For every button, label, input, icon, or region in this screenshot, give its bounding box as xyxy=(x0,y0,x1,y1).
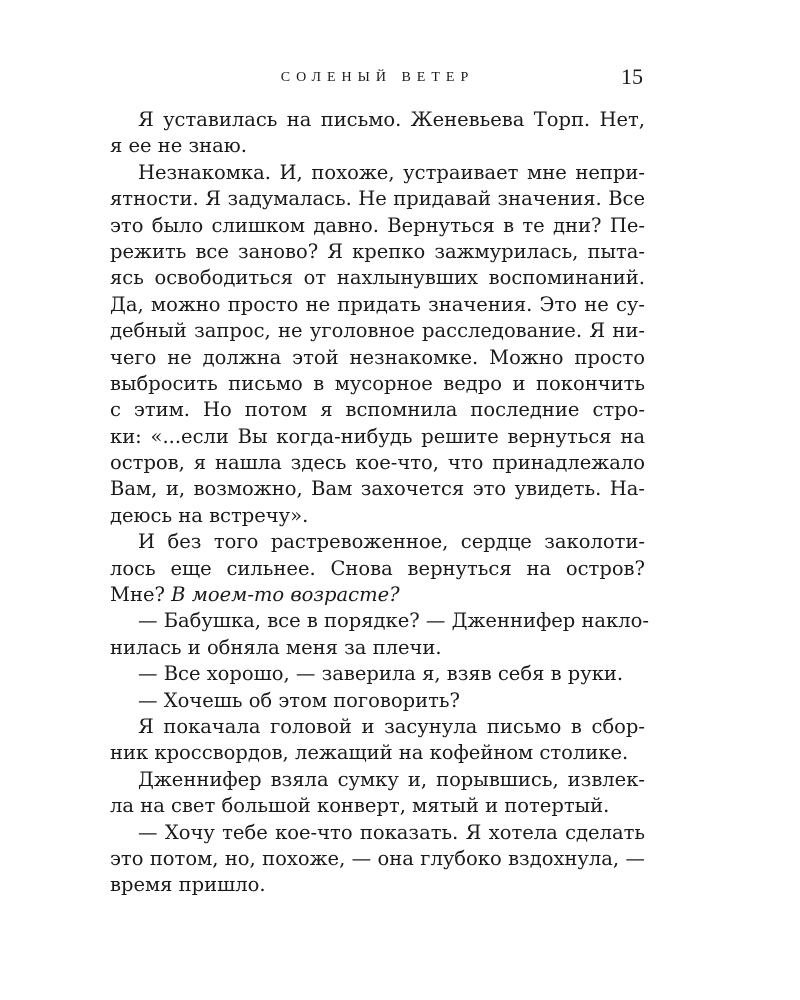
text-line: нилась и обняла меня за плечи. xyxy=(110,635,442,659)
text-line: ки: «...если Вы когда-нибудь решите вернуться на xyxy=(110,424,645,448)
text-line: лось еще сильнее. Снова вернуться на остров? xyxy=(110,556,645,580)
body-text xyxy=(110,107,649,899)
text-line: Да, можно просто не придать значения. Это не су- xyxy=(110,292,645,316)
text-line: чего не должна этой незнакомке. Можно просто xyxy=(110,345,645,369)
italic-thought: В моем-то возрасте? xyxy=(171,583,400,607)
text-line: выбросить письмо в мусорное ведро и покончить xyxy=(110,371,645,395)
text-line: Незнакомка. И, похоже, устраивает мне непри- xyxy=(138,160,645,184)
text-line: Я уставилась на письмо. Женевьева Торп. Нет, xyxy=(138,108,645,131)
text-line: это было слишком давно. Вернуться в те дни? Пе- xyxy=(110,213,645,237)
text-line: ник кроссвордов, лежащий на кофейном столике. xyxy=(110,741,629,765)
text-line: Дженнифер взяла сумку и, порывшись, извлек- xyxy=(138,767,645,791)
text-line: время пришло. xyxy=(110,873,266,897)
text-line-mixed xyxy=(110,582,645,608)
text-fragment: Мне? xyxy=(110,583,165,607)
text-line: ясь освободиться от нахлынувших воспоминаний. xyxy=(110,266,645,290)
text-line: — Все хорошо, — заверила я, взяв себя в руки. xyxy=(138,662,624,686)
page-header xyxy=(110,64,645,94)
text-line: деюсь на встречу». xyxy=(110,503,309,527)
text-line: ятности. Я задумалась. Не придавай значения. Все xyxy=(110,187,645,211)
text-line: я ее не знаю. xyxy=(110,134,247,158)
running-title: СОЛЕНЫЙ ВЕТЕР xyxy=(280,70,475,85)
text-line: остров, я нашла здесь кое-что, что принадлежало xyxy=(110,451,645,475)
text-line: Я покачала головой и засунула письмо в сбор- xyxy=(138,714,645,738)
page-number: 15 xyxy=(621,64,643,89)
text-line: — Хочу тебе кое-что показать. Я хотела сделать xyxy=(138,820,645,844)
text-line: — Хочешь об этом поговорить? xyxy=(138,688,460,712)
text-line: И без того растревоженное, сердце заколоти- xyxy=(138,530,645,554)
text-line: это потом, но, похоже, — она глубоко вздохнула, — xyxy=(110,846,645,870)
text-line: ла на свет большой конверт, мятый и потертый. xyxy=(110,794,610,818)
text-line: — Бабушка, все в порядке? — Дженнифер накло- xyxy=(138,609,649,633)
text-line: с этим. Но потом я вспомнила последние стро- xyxy=(110,398,645,422)
text-line: дебный запрос, не уголовное расследование. Я ни- xyxy=(110,319,645,343)
text-line: режить все заново? Я крепко зажмурилась, пыта- xyxy=(110,239,645,263)
text-line: Вам, и, возможно, Вам захочется это увидеть. На- xyxy=(110,477,645,501)
